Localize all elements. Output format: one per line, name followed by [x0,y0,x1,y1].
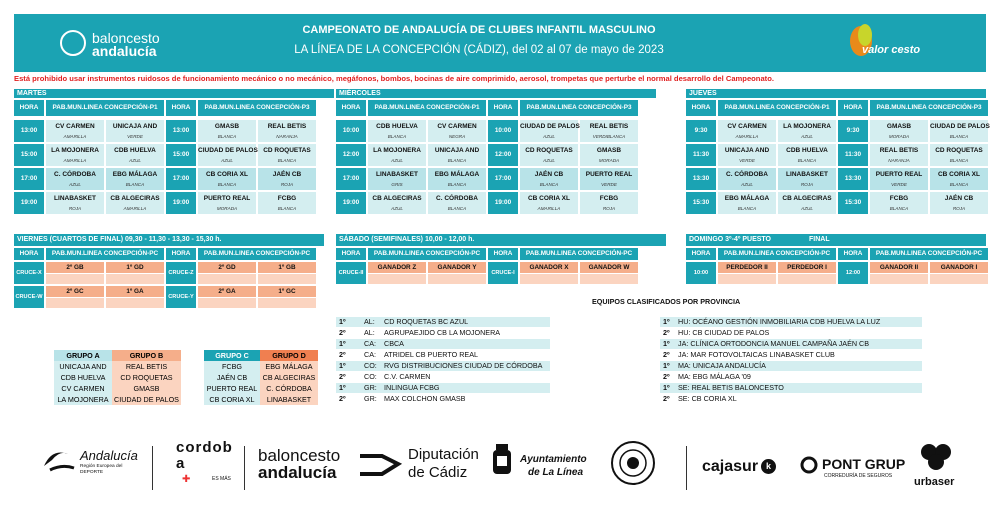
prov-position: 1º [339,339,346,348]
groups-cd-table [204,350,318,405]
away-kit-color: BLANCA [277,158,297,163]
home-kit-color: AZUL [543,134,555,139]
cross-home: GANADOR X [520,262,578,273]
prov-code: GR: [364,394,377,403]
provincia-row [336,383,550,393]
home-kit-color: AMARILLA [63,158,87,163]
away-kit-color: BLANCA [125,182,145,187]
group-team: FCBG [204,361,260,372]
home-kit-color: VERDE [891,182,907,187]
pavilion-header: PAB.MUN.LINEA CONCEPCIÓN-PC [870,248,988,260]
group-team: UNICAJA AND [54,361,112,372]
home-team: CIUDAD DE PALOS [520,123,580,130]
prov-team: MA: UNICAJA ANDALUCÍA [678,361,766,370]
provincia-row [336,394,550,404]
match-time: 19:00 [14,192,44,214]
hora-header: HORA [838,248,868,260]
ayuntamiento-la-linea-logo: Ayuntamiento de La Línea [490,442,514,491]
away-team: CB ALGECIRAS [110,195,160,202]
group-team: CD ROQUETAS [112,372,181,383]
diputacion-mark-icon [358,450,402,480]
away-team: REAL BETIS [589,123,629,130]
day-header: JUEVES [686,89,986,98]
cross-home: 2º GC [46,286,104,297]
pont-grup-icon [800,456,818,474]
knockout-header: DOMINGO 3º-4º PUESTO [686,234,986,246]
match-time: 9:30 [686,120,716,142]
prov-team: SE: REAL BETIS BALONCESTO [678,383,784,392]
provincia-row [336,372,550,382]
away-kit-color: BLANCA [949,182,969,187]
hora-header: HORA [838,100,868,116]
away-team: LINABASKET [786,171,828,178]
prov-code: AL: [364,317,375,326]
prov-team: JA: CLÍNICA ORTODONCIA MANUEL CAMPAÑA JAÉN CB [678,339,870,348]
diputacion-cadiz-logo: Diputación de Cádiz [358,450,402,485]
pavilion-header: PAB.MUN.LINEA CONCEPCIÓN-P1 [46,100,164,116]
home-kit-color: AZUL [221,158,233,163]
provincia-row [660,372,922,382]
match-time: 17:00 [488,168,518,190]
page-title: CAMPEONATO DE ANDALUCÍA DE CLUBES INFANTIL MASCULINO [302,24,656,36]
home-team: CD ROQUETAS [525,147,573,154]
home-kit-color: ROJA [68,206,82,211]
home-team: LA MOJONERA [373,147,421,154]
knockout-header: SÁBADO (SEMIFINALES) 10,00 - 12,00 h. [336,234,666,246]
match-time: 19:00 [336,192,366,214]
group-a-title: GRUPO A [54,350,112,361]
knockout-header: VIERNES (CUARTOS DE FINAL) 09,30 - 11,30 - 13,30 - 15,30 h. [14,234,324,246]
provincia-row [336,361,550,371]
prov-position: 2º [339,372,346,381]
away-kit-color: BLANCA [447,206,467,211]
away-team: REAL BETIS [267,123,307,130]
prov-position: 1º [339,317,346,326]
away-team: C. CÓRDOBA [436,195,478,202]
home-kit-color: BLANCA [387,134,407,139]
cross-label: CRUCE-W [14,286,44,308]
home-team: CB CORIA XL [205,171,248,178]
prov-position: 1º [663,361,670,370]
provincia-row [660,317,922,327]
away-team: CD ROQUETAS [263,147,311,154]
hora-header: HORA [686,248,716,260]
prov-team: RVG DISTRIBUCIONES CIUDAD DE CÓRDOBA [384,361,543,370]
away-team: CDB HUELVA [114,147,156,154]
away-team: CB ALGECIRAS [782,195,832,202]
match-time: 9:30 [838,120,868,142]
away-team: CDB HUELVA [786,147,828,154]
hora-header: HORA [686,100,716,116]
cross-home: GANADOR Z [368,262,426,273]
match-time: 15:30 [838,192,868,214]
home-kit-color: AMARILLA [63,134,87,139]
away-kit-color: MORADA [598,158,620,163]
away-kit-color: VERDE [127,134,143,139]
cross-home: 2º GB [46,262,104,273]
home-kit-color: GRIS [391,182,403,187]
hora-header: HORA [488,100,518,116]
home-kit-color: BLANCA [737,206,757,211]
away-kit-color: BLANCA [949,158,969,163]
away-team: CV CARMEN [437,123,477,130]
prov-team: CD ROQUETAS BC AZUL [384,317,469,326]
cross-away: GANADOR I [930,262,988,273]
match-time: 19:00 [488,192,518,214]
home-kit-color: AMARILLA [537,206,561,211]
away-kit-color: AZUL [129,158,141,163]
result-cell [580,274,638,284]
prov-code: CA: [364,339,376,348]
prov-position: 2º [663,328,670,337]
prov-position: 2º [339,328,346,337]
home-kit-color: MORADA [216,206,238,211]
cordoba-logo: cordoba ES MÁS ✚ [176,439,233,485]
home-kit-color: AZUL [69,182,81,187]
home-team: CDB HUELVA [376,123,418,130]
away-team: EBG MÁLAGA [112,171,158,178]
group-team: CB CORIA XL [204,394,260,405]
home-team: FCBG [889,195,909,202]
urbaser-mark-icon [918,442,954,472]
divider [686,446,687,490]
logo-line1: baloncesto [92,30,160,46]
pavilion-header: PAB.MUN.LINEA CONCEPCIÓN-P1 [718,100,836,116]
hora-header: HORA [166,248,196,260]
home-kit-color: AZUL [741,182,753,187]
prov-position: 1º [339,383,346,392]
home-team: PUERTO REAL [875,171,923,178]
group-team: EBG MÁLAGA [260,361,318,372]
noise-warning: Está prohibido usar instrumentos ruidosos de funcionamiento mecánico o no mecánico, megáfonos, bombos, bocinas de aire comprimido, aerosol, trompetas que perturbe el normal desarrollo del Campeonato. [14,74,774,83]
match-time: 19:00 [166,192,196,214]
pavilion-header: PAB.MUN.LINEA CONCEPCIÓN-P1 [368,100,486,116]
prov-team: SE: CB CORIA XL [678,394,737,403]
cross-away: GANADOR Y [428,262,486,273]
provincia-row [660,328,922,338]
hora-header: HORA [14,248,44,260]
prov-team: AGRUPAEJIDO CB LA MOJONERA [384,328,501,337]
result-cell [368,274,426,284]
away-team: CD ROQUETAS [935,147,983,154]
hora-header: HORA [166,100,196,116]
match-time: 13:00 [14,120,44,142]
away-kit-color: AMARILLA [123,206,147,211]
away-kit-color: AZUL [801,134,813,139]
result-cell [198,274,256,284]
result-cell [778,274,836,284]
prov-code: AL: [364,328,375,337]
header-banner [14,14,986,72]
prov-team: JA: MAR FOTOVOLTAICAS LINABASKET CLUB [678,350,835,359]
away-kit-color: BLANCA [949,134,969,139]
match-time: 11:30 [838,144,868,166]
home-team: REAL BETIS [879,147,919,154]
match-time: 11:30 [686,144,716,166]
result-cell [428,274,486,284]
home-kit-color: BLANCA [539,182,559,187]
home-kit-color: BLANCA [217,182,237,187]
home-team: LINABASKET [376,171,418,178]
hora-header: HORA [336,248,366,260]
provincia-row [660,339,922,349]
home-team: PUERTO REAL [203,195,251,202]
prov-team: INLINGUA FCBG [384,383,440,392]
match-time: 12:00 [488,144,518,166]
provincia-row [660,350,922,360]
group-team: LINABASKET [260,394,318,405]
home-kit-color: AZUL [543,158,555,163]
basketball-icon [60,30,86,56]
home-team: CIUDAD DE PALOS [198,147,258,154]
away-team: CB CORIA XL [937,171,980,178]
away-team: GMASB [596,147,622,154]
group-team: PUERTO REAL [204,383,260,394]
result-cell [718,274,776,284]
provincia-row [660,383,922,393]
hora-header: HORA [336,100,366,116]
away-kit-color: AZUL [801,206,813,211]
prov-position: 2º [663,372,670,381]
home-kit-color: BLANCA [217,134,237,139]
prov-team: CBCA [384,339,404,348]
home-team: CV CARMEN [55,123,95,130]
home-team: CB CORIA XL [527,195,570,202]
match-time: 15:00 [166,144,196,166]
divider [152,446,153,490]
cross-label: 12:00 [838,262,868,284]
cross-label: CRUCE-Y [166,286,196,308]
group-team: REAL BETIS [112,361,181,372]
prov-position: 2º [339,350,346,359]
result-cell [106,274,164,284]
cross-away: 1º GC [258,286,316,297]
away-team: FCBG [277,195,297,202]
pavilion-header: PAB.MUN.LINEA CONCEPCIÓN-P3 [870,100,988,116]
prov-team: HU: OCÉANO GESTIÓN INMOBILIARIA CDB HUELVA LA LUZ [678,317,881,326]
prov-position: 1º [339,361,346,370]
result-cell [930,274,988,284]
cross-away: GANADOR W [580,262,638,273]
cajasur-k-icon: k [761,459,776,474]
group-d-title: GRUPO D [260,350,318,361]
match-time: 17:00 [336,168,366,190]
prov-code: CO: [364,372,377,381]
provincias-title: EQUIPOS CLASIFICADOS POR PROVINCIA [592,297,741,306]
group-b-title: GRUPO B [112,350,181,361]
prov-code: CO: [364,361,377,370]
group-c-title: GRUPO C [204,350,260,361]
away-kit-color: VERDIBLANCA [592,134,626,139]
match-time: 13:30 [838,168,868,190]
andalucia-mark-icon [42,446,76,474]
prov-position: 2º [339,394,346,403]
prov-position: 2º [663,394,670,403]
match-time: 17:00 [14,168,44,190]
final-label: FINAL [809,236,830,243]
hora-header: HORA [488,248,518,260]
result-cell [870,274,928,284]
home-kit-color: AZUL [391,158,403,163]
coat-of-arms-icon [490,442,514,486]
prov-position: 1º [663,339,670,348]
match-time: 13:00 [166,120,196,142]
group-team: CV CARMEN [54,383,112,394]
cross-home: GANADOR II [870,262,928,273]
away-kit-color: BLANCA [447,158,467,163]
pavilion-header: PAB.MUN.LINEA CONCEPCIÓN-P3 [198,100,316,116]
prov-code: GR: [364,383,377,392]
cross-label: CRUCE-I [488,262,518,284]
away-team: LA MOJONERA [783,123,831,130]
away-team: PUERTO REAL [585,171,633,178]
pavilion-header: PAB.MUN.LINEA CONCEPCIÓN-PC [368,248,486,260]
pavilion-header: PAB.MUN.LINEA CONCEPCIÓN-PC [718,248,836,260]
cross-away: 1º GD [106,262,164,273]
home-team: UNICAJA AND [724,147,770,154]
home-kit-color: AMARILLA [735,134,759,139]
prov-team: ATRIDEL CB PUERTO REAL [384,350,478,359]
away-kit-color: NARANJA [276,134,298,139]
junta-andalucia-logo: Andalucía Región Europea del DEPORTE [42,446,76,479]
cross-label: CRUCE-II [336,262,366,284]
home-team: GMASB [886,123,912,130]
result-cell [46,298,104,308]
provincia-row [660,394,922,404]
prov-team: MAX COLCHON GMASB [384,394,466,403]
day-header: MIÉRCOLES [336,89,656,98]
provincia-row [336,350,550,360]
group-team: CB ALGECIRAS [260,372,318,383]
away-kit-color: BLANCA [277,206,297,211]
away-kit-color: NEGRA [448,134,466,139]
provincia-row [336,339,550,349]
result-cell [198,298,256,308]
home-kit-color: MORADA [888,134,910,139]
result-cell [520,274,578,284]
cross-home: PERDEDOR II [718,262,776,273]
valor-cesto-logo: valor cesto [846,24,900,64]
baloncesto-andalucia-footer-logo: baloncesto andalucía [258,446,341,482]
day-header: MARTES [14,89,334,98]
away-kit-color: BLANCA [797,158,817,163]
group-team: CDB HUELVA [54,372,112,383]
away-team: UNICAJA AND [434,147,480,154]
home-team: LINABASKET [54,195,96,202]
home-kit-color: VERDE [739,158,755,163]
cajasur-logo: cajasur k [702,458,776,476]
away-kit-color: ROJA [280,182,294,187]
group-team: GMASB [112,383,181,394]
divider [244,446,245,490]
away-team: JAÉN CB [272,171,302,178]
match-time: 10:00 [488,120,518,142]
result-cell [258,274,316,284]
result-cell [106,298,164,308]
match-time: 12:00 [336,144,366,166]
plus-icon: ✚ [182,474,191,485]
pavilion-header: PAB.MUN.LINEA CONCEPCIÓN-PC [198,248,316,260]
pavilion-header: PAB.MUN.LINEA CONCEPCIÓN-P3 [520,100,638,116]
logo-line2: andalucía [92,43,157,59]
result-cell [258,298,316,308]
hora-header: HORA [14,100,44,116]
home-team: JAÉN CB [534,171,564,178]
provincia-row [336,328,550,338]
away-kit-color: ROJA [952,206,966,211]
home-team: CB ALGECIRAS [372,195,422,202]
away-kit-color: BLANCA [447,182,467,187]
prov-team: MA: EBG MÁLAGA '09 [678,372,751,381]
prov-position: 1º [663,317,670,326]
match-time: 10:00 [336,120,366,142]
away-kit-color: ROJA [800,182,814,187]
pavilion-header: PAB.MUN.LINEA CONCEPCIÓN-PC [520,248,638,260]
pavilion-header: PAB.MUN.LINEA CONCEPCIÓN-PC [46,248,164,260]
away-kit-color: VERDE [601,182,617,187]
match-time: 15:00 [14,144,44,166]
home-team: C. CÓRDOBA [54,171,96,178]
match-time: 13:30 [686,168,716,190]
match-time: 15:30 [686,192,716,214]
groups-ab-table [54,350,181,405]
prov-position: 1º [663,383,670,392]
page-subtitle: LA LÍNEA DE LA CONCEPCIÓN (CÁDIZ), del 02 al 07 de mayo de 2023 [294,44,664,56]
cross-away: 1º GB [258,262,316,273]
cross-label: CRUCE-X [14,262,44,284]
match-time: 17:00 [166,168,196,190]
club-seal-logo [610,440,656,491]
group-team: C. CÓRDOBA [260,383,318,394]
prov-team: HU: CB CIUDAD DE PALOS [678,328,770,337]
cross-home: 2º GD [198,262,256,273]
home-team: CV CARMEN [727,123,767,130]
home-team: EBG MÁLAGA [724,195,770,202]
away-team: EBG MÁLAGA [434,171,480,178]
prov-team: C.V. CARMEN [384,372,431,381]
cross-home: 2º GA [198,286,256,297]
prov-position: 2º [663,350,670,359]
cross-label: CRUCE-Z [166,262,196,284]
away-team: FCBG [599,195,619,202]
away-team: JAÉN CB [944,195,974,202]
result-cell [46,274,104,284]
away-kit-color: ROJA [602,206,616,211]
home-kit-color: AZUL [391,206,403,211]
cross-away: 1º GA [106,286,164,297]
group-team: LA MOJONERA [54,394,112,405]
away-team: UNICAJA AND [112,123,158,130]
home-kit-color: BLANCA [889,206,909,211]
cross-away: PERDEDOR I [778,262,836,273]
cross-label: 10:00 [686,262,716,284]
provincia-row [336,317,550,327]
group-team: JAÉN CB [204,372,260,383]
away-team: CIUDAD DE PALOS [930,123,990,130]
seal-icon [610,440,656,486]
provincia-row [660,361,922,371]
home-team: GMASB [214,123,240,130]
home-team: LA MOJONERA [51,147,99,154]
prov-code: CA: [364,350,376,359]
group-team: CIUDAD DE PALOS [114,395,179,404]
home-kit-color: NARANJA [888,158,910,163]
home-team: C. CÓRDOBA [726,171,768,178]
